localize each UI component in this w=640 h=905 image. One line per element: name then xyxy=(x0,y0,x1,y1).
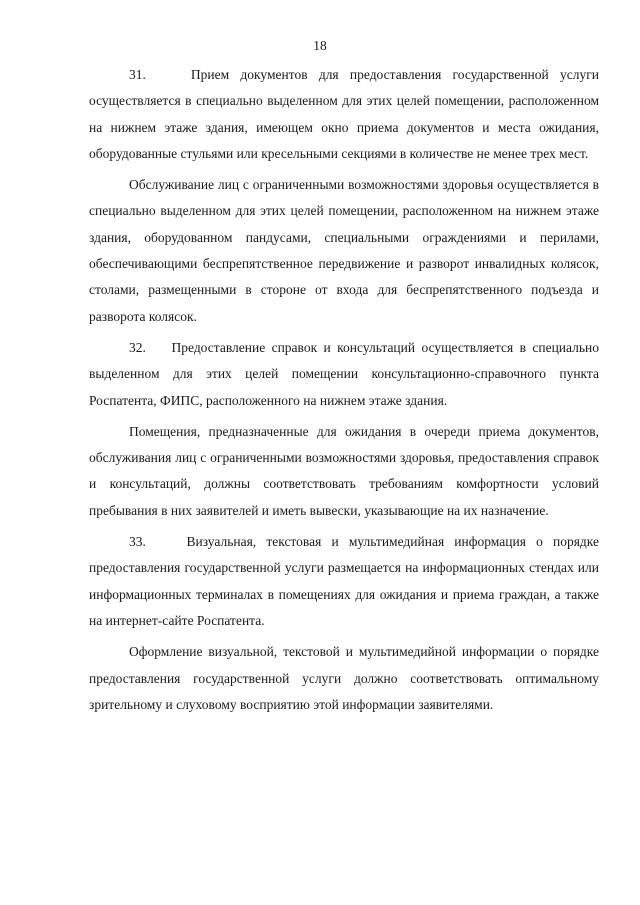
paragraph-33-information: 33. Визуальная, текстовая и мультимедийная информация о порядке предоставления государственной услуги размещается на информационных стендах или информационных терминалах в помещениях для ожидания и приема граждан, а также на интернет-сайте Роспатента. xyxy=(89,534,599,628)
page-number: 18 xyxy=(313,38,327,53)
paragraph-31-intake: 31. Прием документов для предоставления государственной услуги осуществляется в специально выделенном для этих целей помещении, расположенном на нижнем этаже здания, имеющем окно приема документов и места ожидания, оборудованные стульями или кресельными секциями в количестве не менее трех мест. xyxy=(89,67,599,161)
paragraph-31-accessibility: Обслуживание лиц с ограниченными возможностями здоровья осуществляется в специально выделенном для этих целей помещении, расположенном на нижнем этаже здания, оборудованном пандусами, специальными ограждениями и перилами, обеспечивающими беспрепятственное передвижение и разворот инвалидных колясок, столами, размещенными в стороне от входа для беспрепятственного подъезда и разворота колясок. xyxy=(89,177,599,324)
paragraph-32-waiting-rooms: Помещения, предназначенные для ожидания в очереди приема документов, обслуживания лиц с ограниченными возможностями здоровья, предоставления справок и консультаций, должны соответствовать требованиям комфортности условий пребывания в них заявителей и иметь вывески, указывающие на их назначение. xyxy=(89,423,599,518)
document-body xyxy=(89,62,599,723)
paragraph-33-presentation: Оформление визуальной, текстовой и мультимедийной информации о порядке предоставления государственной услуги должно соответствовать оптимальному зрительному и слуховому восприятию этой информации заявителями. xyxy=(89,644,599,712)
paragraph-32-consultations: 32. Предоставление справок и консультаций осуществляется в специально выделенном для этих целей помещении консультационно-справочного пункта Роспатента, ФИПС, расположенного на нижнем этаже здания. xyxy=(89,339,599,408)
